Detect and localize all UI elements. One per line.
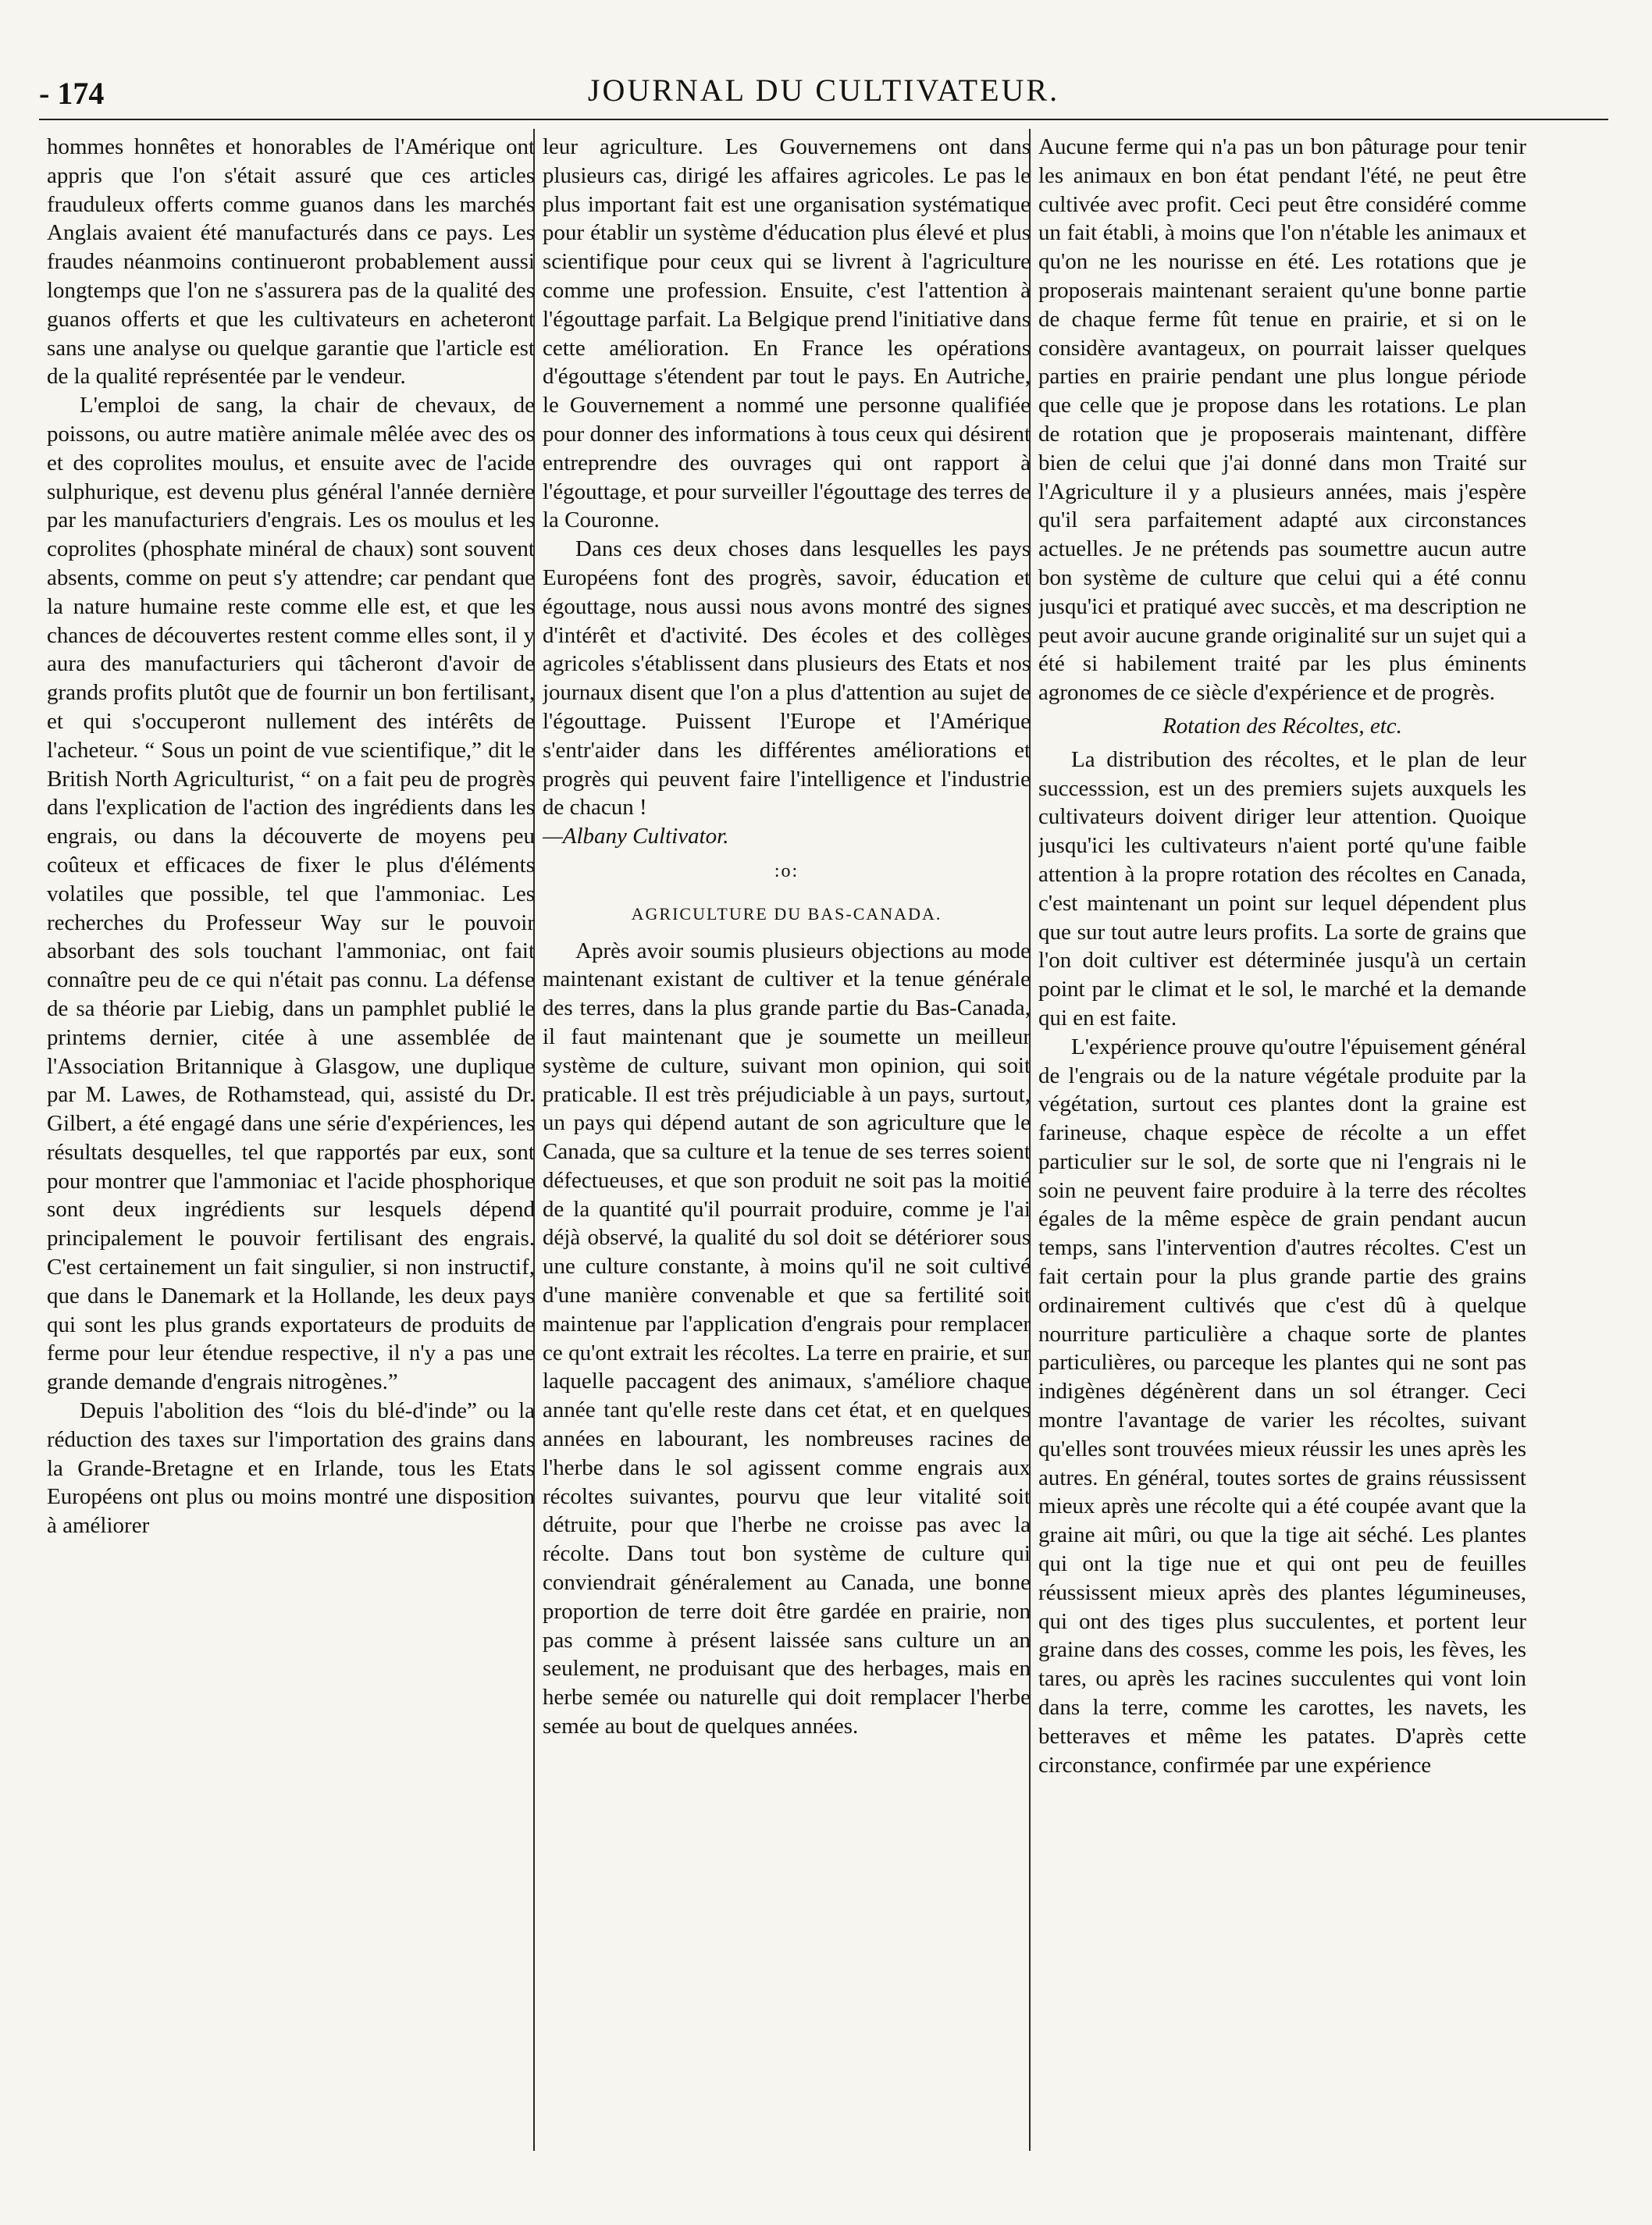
column-middle: [543, 133, 1031, 2163]
paragraph: L'emploi de sang, la chair de chevaux, de poissons, ou autre matière animale mêlée avec des os et des coprolites moulus, et ensuite avec de l'acide sulphurique, est devenu plus général l'année dernière par les manufacturiers d'engrais. Les os moulus et les coprolites (phosphate minéral de chaux) sont souvent absents, comme on peut s'y attendre; car pendant que la nature humaine reste comme elle est, et que les chances de découvertes restent comme elles sont, il y aura des manufacturiers qui tâcheront d'avoir de grands profits plutôt que de fournir un bon fertilisant, et qui s'occuperont nullement des intérêts de l'acheteur. “ Sous un point de vue scientifique,” dit le British North Agriculturist, “ on a fait peu de progrès dans l'explication de l'action des ingrédients dans les engrais, ou dans la découverte de moyens peu coûteux et efficaces de fixer le plus d'éléments volatiles que possible, tel que l'ammoniac. Les recherches du Professeur Way sur le pouvoir absorbant des sols touchant l'ammoniac, ont fait connaître peu de ce qui n'était pas connu. La défense de sa théorie par Liebig, dans un pamphlet publié le printems dernier, citée à une assemblée de l'Association Britannique à Glasgow, une duplique par M. Lawes, de Rothamstead, qui, assisté du Dr. Gilbert, a été engagé dans une série d'expériences, les résultats desquelles, tel que rapportés par eux, sont pour montrer que l'ammoniac et l'acide phosphorique sont deux ingrédients sur lesquels dépend principalement le pouvoir fertilisant des engrais. C'est certainement un fait singulier, si non instructif, que dans le Danemark et la Hollande, les deux pays qui sont les plus grands exportateurs de produits de ferme pour leur étendue respective, il n'y a pas une grande demande d'engrais nitrogènes.”: [47, 393, 535, 1395]
paragraph: Après avoir soumis plusieurs objections au mode maintenant existant de cultiver et la tenue générale des terres, dans la plus grande partie du Bas-Canada, il faut maintenant que je soumette un meilleur système de culture, suivant mon opinion, qui soit praticable. Il est très préjudiciable à un pays, surtout, un pays qui dépend autant de son agriculture que le Canada, que sa culture et la tenue de ses terres soient défectueuses, et que son produit ne soit pas la moitié de la quantité qu'il pourrait produire, comme je l'ai déjà observé, la qualité du sol doit se détériorer sous une culture constante, à moins qu'il ne soit cultivé d'une manière convenable et que sa fertilité soit maintenue par l'application d'engrais pour remplacer ce qu'ont extrait les récoltes. La terre en prairie, et sur laquelle paccagent des animaux, s'améliore chaque année tant qu'elle reste dans cet état, et en quelques années en labourant, les nombreuses racines de l'herbe dans le sol agissent comme engrais aux récoltes suivantes, pourvu que leur vitalité soit détruite, pour que l'herbe ne croisse pas avec la récolte. Dans tout bon système de culture qui conviendrait généralement au Canada, une bonne proportion de terre doit être gardée en prairie, non pas comme à présent laissée sans culture un an seulement, ne produisant que des herbages, mais en herbe semée ou naturelle qui doit remplacer l'herbe semée au bout de quelques années.: [543, 938, 1031, 1739]
paragraph: La distribution des récoltes, et le plan de leur successsion, est un des premiers sujets auxquels les cultivateurs doivent diriger leur attention. Quoique jusqu'ici les cultivateurs n'aient porté qu'une faible attention à la propre rotation des récoltes en Canada, c'est maintenant un point sur lequel dépendent plus que sur tout autre leurs profits. La sorte de grains que l'on doit cultiver est déterminée jusqu'à un certain point par le climat et le sol, le marché et la demande qui en est faite.: [1038, 746, 1526, 1031]
separator: :o:: [774, 860, 799, 881]
paragraph: Depuis l'abolition des “lois du blé-d'inde” ou la réduction des taxes sur l'importation des grains dans la Grande-Bretagne et en Irlande, tous les Etats Européens ont plus ou moins montré une disposition à améliorer: [47, 1398, 535, 1539]
journal-title: JOURNAL DU CULTIVATEUR.: [587, 73, 1060, 108]
article-heading: AGRICULTURE DU BAS-CANADA.: [631, 903, 942, 924]
paragraph: Aucune ferme qui n'a pas un bon pâturage pour tenir les animaux en bon état pendant l'été, ne peut être cultivée avec profit. Ceci peut être considéré comme un fait établi, à moins que l'on n'étable les animaux et qu'on ne les nourisse en été. Les rotations que je proposerais maintenant seraient qu'une bonne partie de chaque ferme fût tenue en prairie, et si on le considère avantageux, on pourrait laisser quelques parties en prairie pendant une plus longue période que celle que je propose dans les rotations. Le plan de rotation que je proposerais maintenant, diffère bien de celui que j'ai donné dans mon Traité sur l'Agriculture il y a plusieurs années, mais j'espère qu'il sera parfaitement adapté aux circonstances actuelles. Je ne prétends pas soumettre aucun autre bon système de culture que celui qui a été connu jusqu'ici et pratiqué avec succès, et ma description ne peut avoir aucune grande originalité sur un sujet qui a été si habilement traité par les plus éminents agronomes de ce siècle d'expérience et de progrès.: [1038, 134, 1526, 706]
page-header: [39, 72, 1608, 120]
column-right: [1038, 133, 1526, 2163]
paragraph: L'expérience prouve qu'outre l'épuisement général de l'engrais ou de la nature végétale produite par la végétation, surtout ces plantes dont la graine est farineuse, chaque espèce de récolte a un effet particulier sur le sol, de sorte que ni l'engrais ni le soin ne peuvent faire produire à la terre des récoltes égales de la même espèce de grain pendant aucun temps, sans l'intervention d'autres récoltes. C'est un fait certain pour la plus grande partie des grains ordinairement cultivés que c'est dû à quelque nourriture particulière a chaque sorte de plantes particulières, ou parceque les plantes qui ne sont pas indigènes dégénèrent dans un sol étranger. Ceci montre l'avantage de varier les récoltes, suivant qu'elles sont trouvées mieux réussir les unes après les autres. En général, toutes sortes de grains réussissent mieux après une récolte qui a été coupée avant que la graine ait mûri, ou que la tige ait séché. Les plantes qui ont la tige nue et qui ont peu de feuilles réussissent mieux après des plantes légumineuses, qui ont des tiges plus succulentes, et portent leur graine dans des cosses, comme les pois, les fèves, les tares, ou après les racines succulentes qui vont loin dans la terre, comme les carottes, les navets, les betteraves et même les patates. D'après cette circonstance, confirmée par une expérience: [1038, 1034, 1526, 1778]
article-source: —Albany Cultivator.: [543, 824, 729, 849]
paragraph: Dans ces deux choses dans lesquelles les pays Européens font des progrès, savoir, éducation et égouttage, nous aussi nous avons montré des signes d'intérêt et d'activité. Des écoles et des collèges agricoles s'établissent dans plusieurs des Etats et nos journaux disent que l'on a plus d'attention au sujet de l'égouttage. Puissent l'Europe et l'Amérique s'entr'aider dans les différentes améliorations et progrès qui peuvent faire l'intelligence et l'industrie de chacun !: [543, 536, 1031, 821]
page-number: - 174: [39, 76, 105, 111]
column-left: [47, 133, 535, 2163]
section-subheading: Rotation des Récoltes, etc.: [1162, 713, 1402, 739]
paragraph: leur agriculture. Les Gouvernemens ont dans plusieurs cas, dirigé les affaires agricoles. Le pas le plus important fait est une organisation systématique pour établir un système d'éducation plus élevé et plus scientifique pour ceux qui se livrent à l'agriculture comme une profession. Ensuite, c'est l'attention à l'égouttage parfait. La Belgique prend l'initiative dans cette amélioration. En France les opérations d'égouttage s'étendent par tout le pays. En Autriche, le Gouvernement a nommé une personne qualifiée pour donner des informations à tous ceux qui désirent entreprendre des ouvrages qui ont rapport à l'égouttage, et pour surveiller l'égouttage des terres de la Couronne.: [543, 134, 1031, 533]
paragraph: hommes honnêtes et honorables de l'Amérique ont appris que l'on s'était assuré que ces articles frauduleux offerts comme guanos dans les marchés Anglais avaient été manufacturés dans ce pays. Les fraudes néanmoins continueront probablement aussi longtemps que l'on ne s'assurera pas de la qualité des guanos offerts et que les cultivateurs en acheteront sans une analyse ou quelque garantie que l'article est de la qualité représentée par le vendeur.: [47, 134, 535, 390]
